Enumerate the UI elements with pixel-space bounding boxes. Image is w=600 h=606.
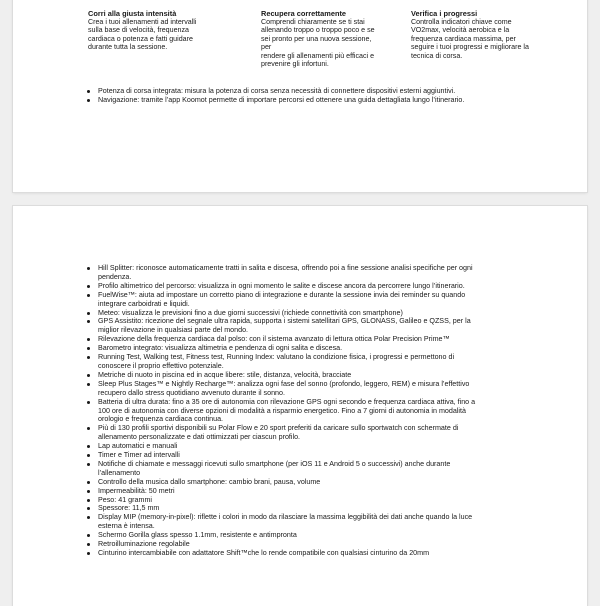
- bullet-item: [86, 451, 556, 460]
- bullet-text-line: Impermeabilità: 50 metri: [98, 486, 175, 495]
- bullet-text-line: Cinturino intercambiabile con adattatore Shift™che lo rende compatibile con qualsiasi cinturino da 20mm: [98, 549, 430, 557]
- bullet-item: [86, 317, 556, 335]
- bullet-item: [86, 344, 556, 353]
- bullet-text-line: Controllo della musica dallo smartphone: cambio brani, pausa, volume: [98, 477, 321, 486]
- bullet-item: [86, 353, 556, 371]
- bullet-item: [86, 504, 556, 513]
- bullet-text-line: Meteo: visualizza le previsioni fino a due giorni successivi (richiede connettività con smartphone): [98, 308, 403, 317]
- bullet-text-line: Timer e Timer ad intervalli: [98, 451, 180, 460]
- column-line: Crea i tuoi allenamenti ad intervalli: [88, 18, 197, 26]
- bullet-text-line: orologio e frequenza cardiaca continua.: [98, 415, 224, 424]
- bullet-item: [86, 291, 556, 309]
- bullet-item: [86, 309, 556, 318]
- column-line: sulla base di velocità, frequenza: [88, 26, 189, 35]
- bullet-text-line: Hill Splitter: riconosce automaticamente tratti in salita e discesa, offrendo poi a fine sessione analisi specifiche per ogni: [98, 264, 473, 272]
- bullet-item: [86, 549, 556, 558]
- bullet-text-line: Sleep Plus Stages™ e Nightly Recharge™: analizza ogni fase del sonno (profondo, leggero, REM) e misura l’effettivo: [98, 379, 470, 388]
- bullet-text-line: Rilevazione della frequenza cardiaca dal polso: con il sistema avanzato di lettura ottica Polar Precision Prime™: [98, 335, 450, 344]
- bullet-text-line: Peso: 41 grammi: [98, 495, 152, 504]
- column-line: frequenza cardiaca massima, per: [411, 34, 516, 43]
- column-line: seguire i tuoi progressi e migliorare la: [411, 43, 529, 52]
- bullet-text-line: Barometro integrato: visualizza altimetria e pendenza di ogni salita e discesa.: [98, 344, 343, 353]
- column-intensity: [88, 9, 236, 68]
- bullet-item: [86, 487, 556, 496]
- bullet-text-line: Spessore: 11,5 mm: [98, 504, 160, 513]
- bullet-item: [86, 513, 556, 531]
- bullet-item: [86, 87, 556, 96]
- bullet-item: [86, 424, 556, 442]
- bullet-text-line: Notifiche di chiamate e messaggi ricevuti sullo smartphone (per iOS 11 e Android 5 o successivi) anche durante: [98, 459, 451, 468]
- column-line: rendere gli allenamenti più efficaci e: [261, 51, 375, 60]
- bullet-item: [86, 264, 556, 282]
- bullet-item: [86, 442, 556, 451]
- document-page-2: [13, 206, 587, 606]
- column-line: VO2max, velocità aerobica e la: [411, 26, 510, 35]
- column-line: cardiaca o potenza e fatti guidare: [88, 34, 193, 43]
- bullet-text-line: pendenza.: [98, 272, 132, 281]
- bullet-item: [86, 380, 556, 398]
- bullet-text-line: Più di 130 profili sportivi disponibili su Polar Flow e 20 sport preferiti da caricare sullo sportwatch con schermate di: [98, 424, 459, 433]
- column-line: sei pronto per una nuova sessione, per: [261, 34, 372, 52]
- column-recovery: [261, 9, 383, 68]
- bullet-text-line: esterna è intensa.: [98, 522, 155, 531]
- bullet-text-line: l’allenamento: [98, 468, 141, 477]
- feature-columns: [88, 9, 558, 68]
- bullet-text-line: allenamento personalizzate e dati ottimizzati per ciascun profilo.: [98, 433, 301, 442]
- column-line: durante tutta la sessione.: [88, 43, 168, 52]
- bullet-text-line: Profilo altimetrico del percorso: visualizza in ogni momento le salite e discese ancora da percorrere lungo l’itinerario.: [98, 281, 465, 290]
- bullet-text-line: GPS Assistito: ricezione del segnale ultra rapida, supporta i sistemi satellitari GPS, GLONASS, Galileo e QZSS, per la: [98, 317, 471, 326]
- column-progress: [411, 9, 558, 68]
- bullet-text-line: 100 ore di autonomia con diverse opzioni di modalità a risparmio energetico. Fino a 7 giorni di autonomia in modalità: [98, 406, 466, 415]
- top-bullet-list: [86, 87, 556, 105]
- bullet-text-line: Schermo Gorilla glass spesso 1.1mm, resistente e antimpronta: [98, 531, 297, 540]
- column-line: tecnica di corsa.: [411, 51, 463, 60]
- bullet-item: [86, 96, 556, 105]
- bullet-item: [86, 531, 556, 540]
- bullet-text-line: Potenza di corsa integrata: misura la potenza di corsa senza necessità di connettere dispositivi esterni aggiuntivi.: [98, 87, 456, 95]
- bullet-text-line: Retroilluminazione regolabile: [98, 540, 190, 549]
- bullet-item: [86, 540, 556, 549]
- column-title: Recupera correttamente: [261, 9, 347, 18]
- bullet-text-line: Lap automatici e manuali: [98, 442, 178, 451]
- bullet-text-line: Running Test, Walking test, Fitness test, Running Index: valutano la condizione fisica, i progressi e permettono di: [98, 353, 455, 362]
- bullet-text-line: FuelWise™: aiuta ad impostare un corretto piano di integrazione e durante la sessione invia dei reminder su quando: [98, 290, 466, 299]
- bullet-text-line: Navigazione: tramite l’app Koomot permette di importare percorsi ed ottenere una guida dettagliata lungo l’itinerario.: [98, 95, 465, 104]
- column-line: prevenire gli infortuni.: [261, 60, 329, 69]
- column-line: Comprendi chiaramente se ti stai: [261, 18, 365, 26]
- bullet-item: [86, 371, 556, 380]
- bullet-item: [86, 460, 556, 478]
- bullet-item: [86, 398, 556, 425]
- bullet-item: [86, 335, 556, 344]
- bullet-item: [86, 478, 556, 487]
- bullet-text-line: recupero dallo stress quotidiano avvenuto durante il sonno.: [98, 388, 285, 397]
- bullet-text-line: conoscere il proprio effettivo potenziale.: [98, 361, 224, 370]
- document-page-1: [13, 0, 587, 192]
- bullet-text-line: integrare carboidrati e liquidi.: [98, 299, 190, 308]
- bullet-text-line: Batteria di ultra durata: fino a 35 ore di autonomia con rilevazione GPS ogni secondo e frequenza cardiaca attiva, fino a: [98, 397, 476, 406]
- bullet-item: [86, 496, 556, 505]
- column-line: Controlla indicatori chiave come: [411, 18, 512, 26]
- bullet-text-line: Metriche di nuoto in piscina ed in acque libere: stile, distanza, velocità, bracciate: [98, 370, 352, 379]
- bullet-text-line: miglior rilevazione in qualsiasi parte del mondo.: [98, 326, 249, 335]
- column-title: Corri alla giusta intensità: [88, 9, 177, 18]
- bullet-item: [86, 282, 556, 291]
- bullet-text-line: Display MIP (memory-in-pixel): riflette i colori in modo da rilasciare la massima leggibilità dei dati anche quando la luce: [98, 513, 473, 522]
- column-line: allenando troppo o troppo poco e se: [261, 26, 375, 35]
- feature-bullet-list: [86, 264, 556, 558]
- column-title: Verifica i progressi: [411, 9, 478, 18]
